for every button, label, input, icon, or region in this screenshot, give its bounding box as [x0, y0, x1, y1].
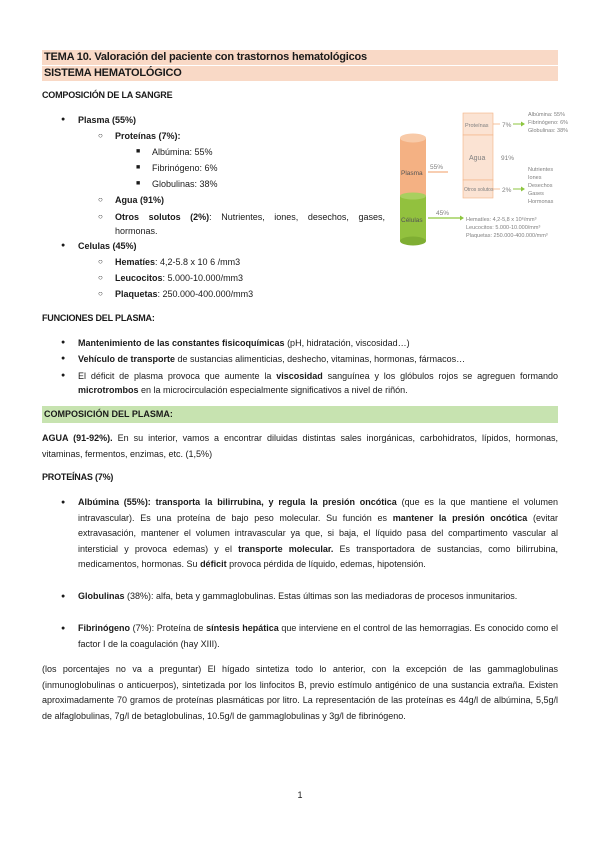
figure-cell-plaquetas: Plaquetas: 250.000-400.000/mm³ — [466, 233, 548, 239]
figure-pct-2: 2% — [502, 187, 512, 194]
figure-pct-7: 7% — [502, 122, 512, 129]
tube-top — [400, 134, 426, 143]
list-item-globulinas: ■ Globulinas: 38% — [152, 178, 218, 190]
list-item-plasma: ● Plasma (55%) — [78, 114, 136, 126]
list-item-otros-solutos: ○ Otros solutos (2%): Nutrientes, iones, desechos, gases, hormonas. — [115, 210, 385, 238]
list-item-funcion-transporte: ● Vehículo de transporte de sustancias alimenticias, deshecho, vitaminas, hormonas, fármacos… — [78, 353, 558, 365]
document-title: TEMA 10. Valoración del paciente con trastornos hematológicos — [42, 50, 558, 65]
page-number: 1 — [297, 790, 303, 800]
tube-label-plasma: Plasma — [401, 170, 423, 177]
figure-cell-leucocitos: Leucocitos: 5.000-10.000/mm³ — [466, 225, 541, 231]
figure-pct-55: 55% — [430, 164, 444, 171]
figure-prot-albumina: Albúmina: 55% — [528, 112, 565, 118]
box-label-otros-solutos: Otros solutos — [464, 187, 494, 193]
figure-soluto-desechos: Desechos — [528, 183, 553, 189]
list-item-fibrinogeno-detail: ● Fibrinógeno (7%): Proteína de síntesis hepática que interviene en el control de las hemorragias. Es conocido como el factor I de la coagulación (hay XIII). — [78, 621, 558, 652]
section-heading-funciones: FUNCIONES DEL PLASMA: — [42, 313, 155, 323]
figure-pct-45: 45% — [436, 210, 450, 217]
figure-soluto-iones: Iones — [528, 175, 542, 181]
list-item-globulinas-detail: ● Globulinas (38%): alfa, beta y gammaglobulinas. Estas últimas son las mediadoras de procesos inmunitarios. — [78, 589, 558, 605]
list-item-fibrinogeno: ■ Fibrinógeno: 6% — [152, 162, 218, 174]
figure-prot-fibrinogeno: Fibrinógeno: 6% — [528, 120, 569, 126]
box-label-proteinas: Proteínas — [465, 123, 489, 129]
tube-label-celulas: Células — [401, 217, 423, 224]
list-item-hematies: ○ Hematíes: 4,2-5.8 x 10 6 /mm3 — [115, 256, 240, 268]
list-item-albumina-detail: ● Albúmina (55%): transporta la bilirrubina, y regula la presión oncótica (que es la que mantiene el volumen intravascular). Es una proteína de bajo peso molecular. Su función es mantener la presión oncótica (evitar extravasación, mantener el volumen intravascular ya que, si baja, el líquido pasa del compartimento vascular al intersticial y provoca edemas) y el transporte molecular. Es transportadora de sustancias, como bilirrubina, medicamentos, hormonas. Su déficit provoca pérdida de líquido, edemas, hipotensión. — [78, 495, 558, 573]
list-item-celulas: ● Celulas (45%) — [78, 240, 137, 252]
figure-cell-hematies: Hematíes: 4,2-5,8 x 10⁶/mm³ — [466, 217, 537, 223]
section-heading-composicion-plasma: COMPOSICIÓN DEL PLASMA: — [42, 406, 558, 423]
list-item-albumina: ■ Albúmina: 55% — [152, 146, 213, 158]
section-heading-composicion-sangre: COMPOSICIÓN DE LA SANGRE — [42, 90, 173, 100]
arrow-otros-head — [521, 187, 525, 192]
list-item-proteinas: ○ Proteínas (7%): — [115, 130, 181, 142]
figure-soluto-nutrientes: Nutrientes — [528, 167, 554, 173]
arrow-cells-head — [460, 216, 464, 221]
paragraph-agua: AGUA (91-92%). En su interior, vamos a encontrar diluidas distintas sales inorgánicas, carbohidratos, lípidos, hormonas, vitaminas, fermentos, enzimas, etc. (1,5%) — [42, 433, 558, 459]
list-item-funcion-deficit: ● El déficit de plasma provoca que aumente la viscosidad sanguínea y los glóbulos rojos se agreguen formando microtrombos en la microcirculación especialmente significativos a nivel de riñón. — [78, 369, 558, 397]
tube-bottom — [400, 237, 426, 246]
paragraph-sintesis: (los porcentajes no va a preguntar) El hígado sintetiza todo lo anterior, con la excepción de las gammaglobulinas (inmunoglobulinas o anticuerpos), sintetizada por los linfocitos B, previo estímulo antigénico de una sustancia extraña. Existen aproximadamente 70 gramos de proteínas plasmáticas por litro. La representación de las proteínas es 44g/l de albúmina, 5,5g/l de alfaglobulinas, 7g/l de betaglobulinas, 10.5g/l de gammaglobulinas y 3g/l de fibrinógeno. — [42, 664, 558, 721]
tube-divider — [400, 193, 426, 200]
box-label-agua: Agua — [469, 155, 486, 162]
list-item-funcion-constantes: ● Mantenimiento de las constantes fisicoquímicas (pH, hidratación, viscosidad…) — [78, 337, 558, 349]
figure-pct-91: 91% — [501, 155, 515, 162]
list-item-leucocitos: ○ Leucocitos: 5.000-10.000/mm3 — [115, 272, 243, 284]
blood-composition-figure — [392, 105, 569, 255]
figure-soluto-hormonas: Hormonas — [528, 199, 554, 205]
document-subtitle: SISTEMA HEMATOLÓGICO — [42, 66, 558, 81]
arrow-proteinas-head — [521, 122, 525, 127]
figure-prot-globulinas: Globulinas: 38% — [528, 128, 569, 134]
section-heading-proteinas: PROTEÍNAS (7%) — [42, 472, 114, 482]
figure-soluto-gases: Gases — [528, 191, 544, 197]
list-item-agua: ○ Agua (91%) — [115, 194, 164, 206]
list-item-plaquetas: ○ Plaquetas: 250.000-400.000/mm3 — [115, 288, 253, 300]
tube-plasma-segment — [400, 138, 426, 196]
